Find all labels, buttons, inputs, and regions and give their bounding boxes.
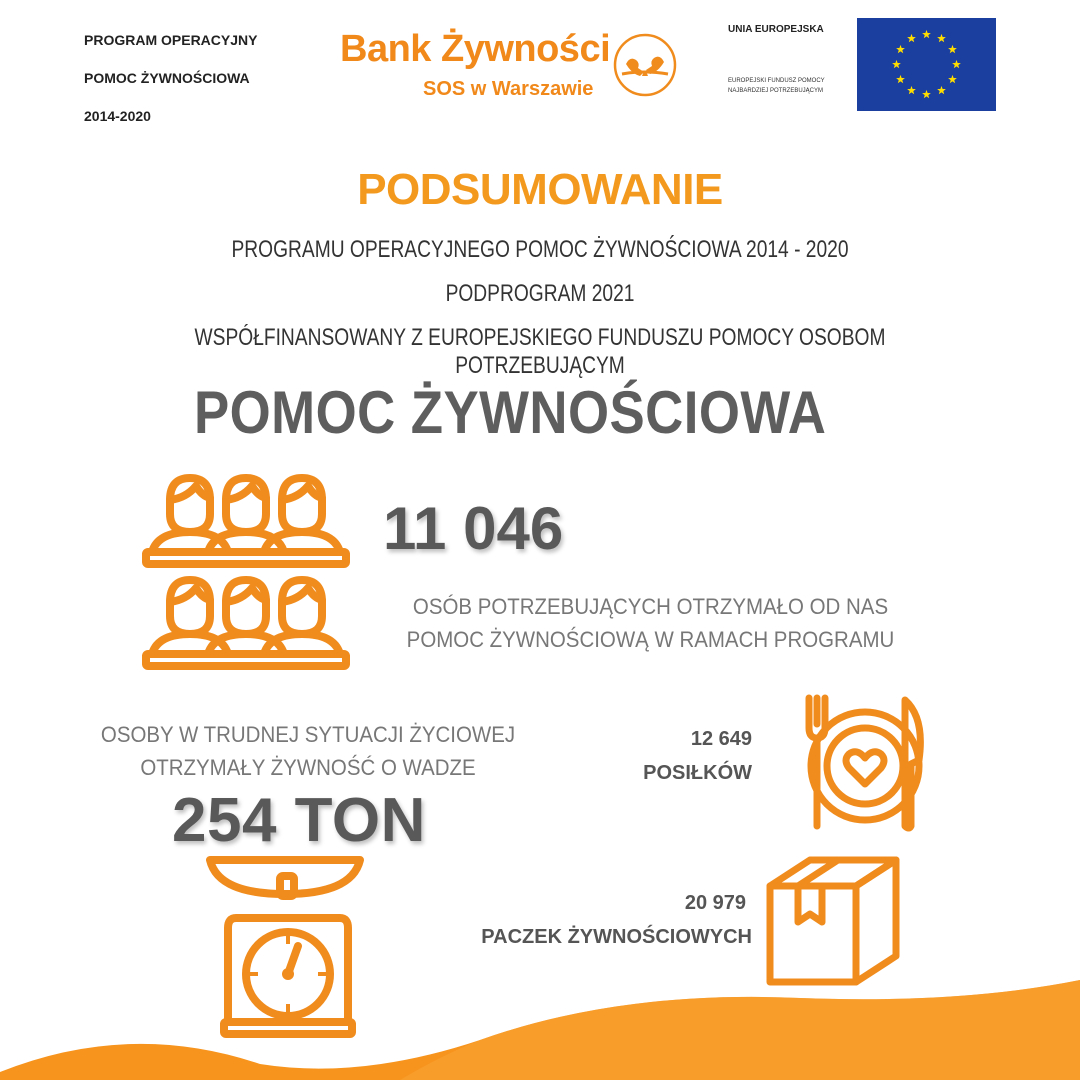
program-line-3: 2014-2020 [84, 108, 151, 124]
food-weight-description [94, 718, 522, 784]
subtitle-program: PROGRAMU OPERACYJNEGO POMOC ŻYWNOŚCIOWA 2014 - 2020 [231, 236, 849, 263]
people-count: 11 046 [383, 495, 564, 562]
meals-label: POSIŁKÓW [643, 762, 752, 784]
section-title: POMOC ŻYWNOŚCIOWA [194, 379, 827, 446]
eu-title: UNIA EUROPEJSKA [728, 24, 824, 35]
parcels-count: 20 979 [684, 892, 746, 914]
program-line-1: PROGRAM OPERACYJNY [84, 32, 258, 48]
food-weight-desc-line-1: OSOBY W TRUDNEJ SYTUACJI ŻYCIOWEJ [100, 722, 516, 747]
meals-count: 12 649 [690, 728, 752, 750]
bank-name: Bank Żywności [340, 28, 611, 70]
eu-flag-icon [857, 18, 996, 111]
eu-fund-line-2: NAJBARDZIEJ POTRZEBUJĄCYM [728, 88, 824, 94]
people-desc-line-2: POMOC ŻYWNOŚCIOWĄ W RAMACH PROGRAMU [406, 627, 895, 652]
bank-subtitle: SOS w Warszawie [423, 78, 594, 100]
program-title-block [84, 30, 257, 144]
subtitle-cofinancing: WSPÓŁFINANSOWANY Z EUROPEJSKIEGO FUNDUSZU POMOCY OSOBOM POTRZEBUJĄCYM [194, 324, 886, 379]
food-weight-value: 254 TON [172, 786, 426, 855]
people-desc-line-1: OSÓB POTRZEBUJĄCYCH OTRZYMAŁO OD NAS [412, 594, 889, 619]
plate-cutlery-icon [795, 692, 935, 834]
subtitle-subprogram: PODPROGRAM 2021 [445, 280, 635, 307]
bottom-wave-decoration [0, 980, 1080, 1080]
parcels-label: PACZEK ŻYWNOŚCIOWYCH [481, 926, 752, 948]
food-weight-desc-line-2: OTRZYMAŁY ŻYWNOŚĆ O WADZE [140, 755, 476, 780]
program-line-2: POMOC ŻYWNOŚCIOWA [84, 70, 250, 86]
summary-title: PODSUMOWANIE [357, 165, 723, 214]
box-icon [762, 850, 904, 990]
eu-fund-text [728, 76, 853, 96]
bank-logo-icon [612, 30, 678, 100]
eu-fund-line-1: EUROPEJSKI FUNDUSZ POMOCY [728, 78, 825, 84]
people-group-icon [140, 470, 352, 676]
people-description [397, 590, 904, 656]
